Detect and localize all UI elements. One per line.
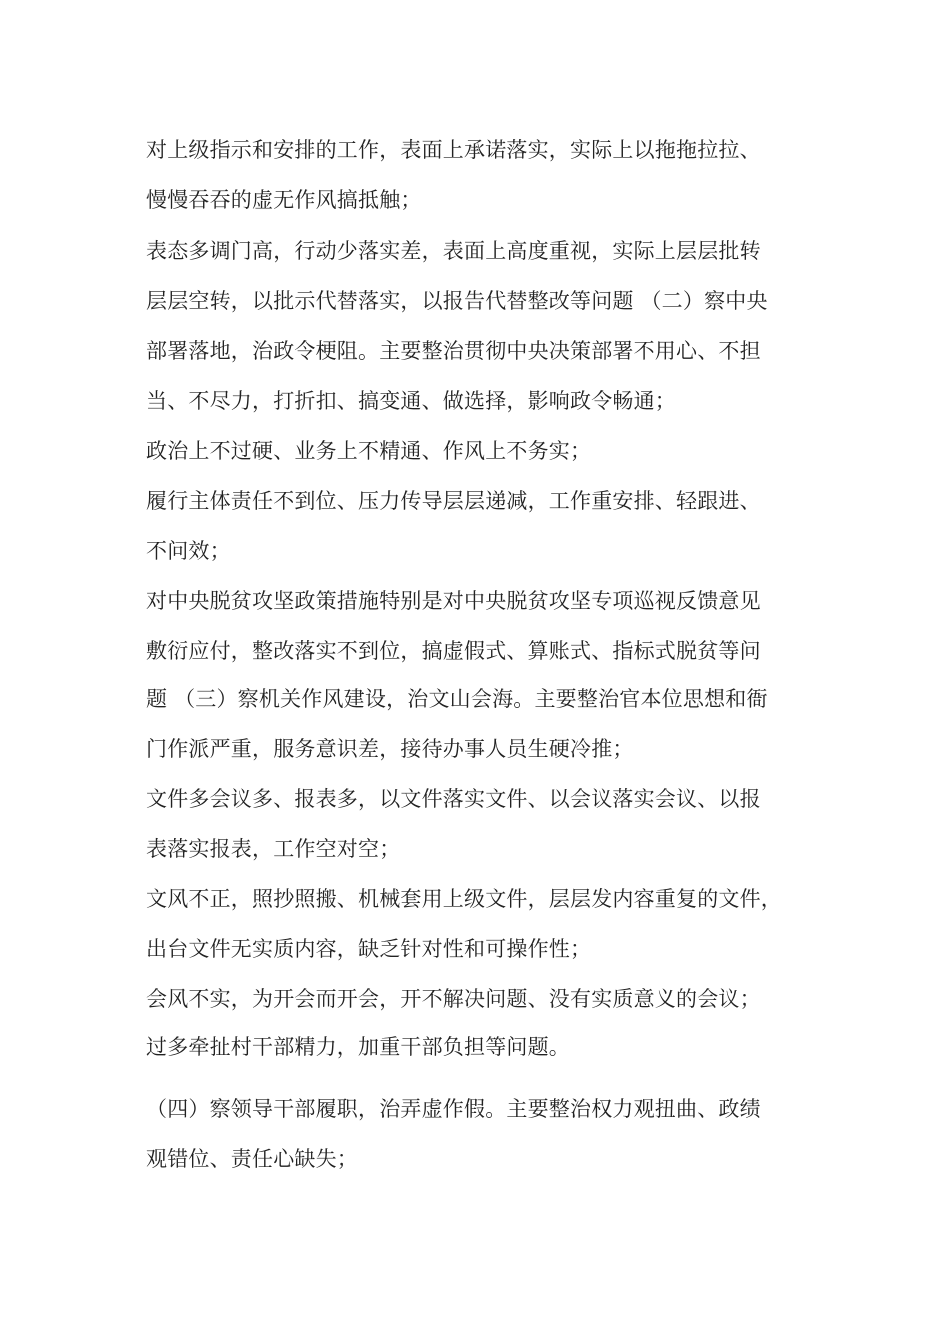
text-line-9: 不问效； — [146, 539, 231, 563]
text-line-18: 会风不实，为开会而开会，开不解决问题、没有实质意义的会议； — [146, 987, 761, 1011]
text-line-2: 慢慢吞吞的虚无作风搞抵触； — [146, 188, 422, 212]
text-line-17: 出台文件无实质内容，缺乏针对性和可操作性； — [146, 937, 592, 961]
text-line-12: 题 （三）察机关作风建设，治文山会海。主要整治官本位思想和衙 — [146, 687, 768, 711]
text-line-6: 当、不尽力，打折扣、搞变通、做选择，影响政令畅通； — [146, 389, 676, 413]
text-line-21: 观错位、责任心缺失； — [146, 1147, 358, 1171]
text-line-10: 对中央脱贫攻坚政策措施特别是对中央脱贫攻坚专项巡视反馈意见 — [146, 589, 761, 613]
text-line-4: 层层空转，以批示代替落实，以报告代替整改等问题 （二）察中央 — [146, 289, 768, 313]
text-line-3: 表态多调门高，行动少落实差，表面上高度重视，实际上层层批转 — [146, 239, 761, 263]
text-line-5: 部署落地，治政令梗阻。主要整治贯彻中央决策部署不用心、不担 — [146, 339, 761, 363]
text-line-7: 政治上不过硬、业务上不精通、作风上不务实； — [146, 439, 592, 463]
text-line-1: 对上级指示和安排的工作，表面上承诺落实，实际上以拖拖拉拉、 — [146, 138, 761, 162]
text-line-16: 文风不正，照抄照搬、机械套用上级文件，层层发内容重复的文件， — [146, 887, 782, 911]
text-line-15: 表落实报表，工作空对空； — [146, 837, 401, 861]
text-line-13: 门作派严重，服务意识差，接待办事人员生硬冷推； — [146, 737, 634, 761]
text-line-14: 文件多会议多、报表多，以文件落实文件、以会议落实会议、以报 — [146, 787, 761, 811]
text-line-8: 履行主体责任不到位、压力传导层层递减，工作重安排、轻跟进、 — [146, 489, 761, 513]
text-line-19: 过多牵扯村干部精力，加重干部负担等问题。 — [146, 1035, 570, 1059]
text-line-20: （四）察领导干部履职，治弄虚作假。主要整治权力观扭曲、政绩 — [146, 1097, 761, 1121]
text-line-11: 敷衍应付，整改落实不到位，搞虚假式、算账式、指标式脱贫等问 — [146, 639, 761, 663]
